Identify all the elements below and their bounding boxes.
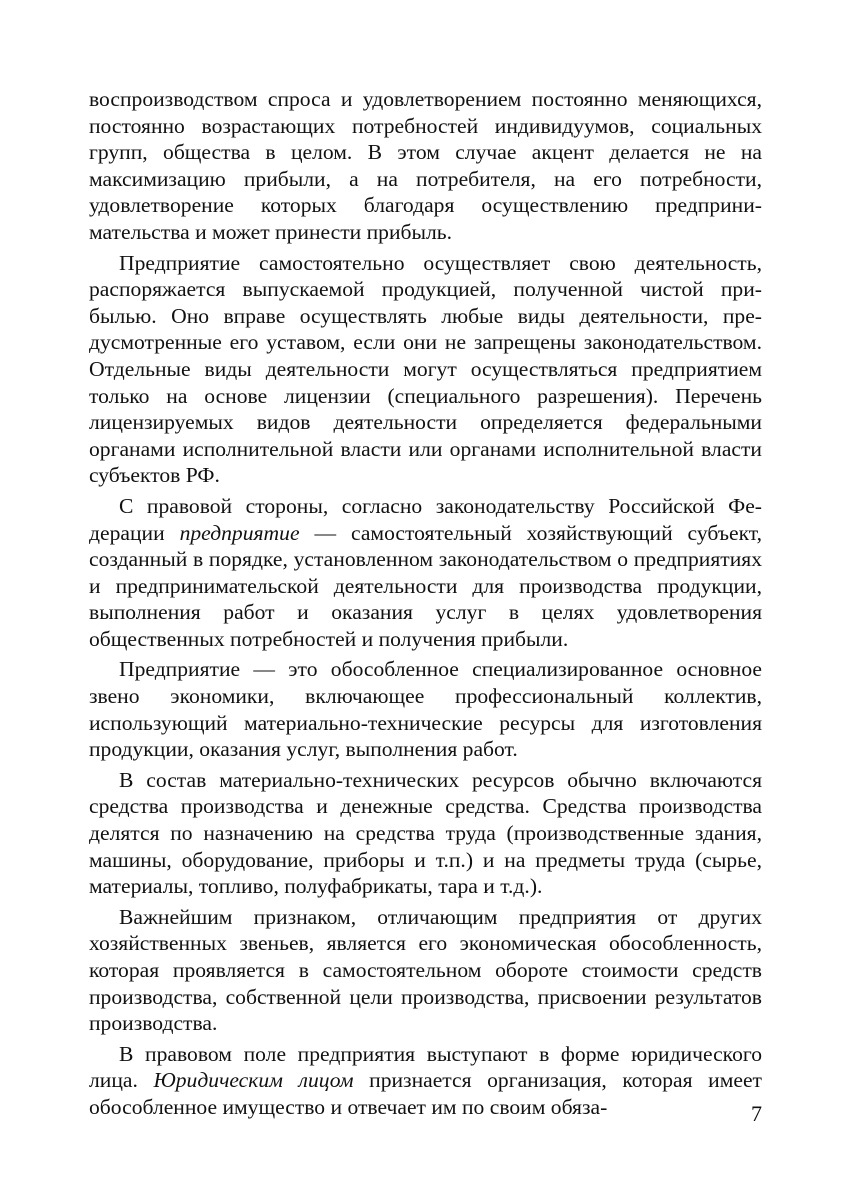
paragraph-7-start: В правовом поле предприятия выступают в форме юридического лица.	[89, 1041, 762, 1093]
term-enterprise: предприятие	[179, 520, 300, 545]
paragraph-3-end: — самостоятельный хозяйствующий субъект, созданный в порядке, установленном законодательством о предприятиях и предпринимательской деятельности для производства продукции, выполнения работ и оказания услуг в целях удовлетворения общественных потребностей и получения прибыли.	[89, 520, 762, 651]
paragraph-7	[89, 1041, 762, 1121]
page-number: 7	[751, 1101, 762, 1126]
paragraph-5: В состав материально-технических ресурсов обычно включаются средства производства и денежные средства. Средства производства делятся по назначению на средства труда (производственные здания, машины, оборудование, приборы и т.п.) и на предметы труда (сырье, материалы, топливо, полуфабрикаты, тара и т.д.).	[89, 767, 762, 899]
paragraph-2: Предприятие самостоятельно осуществляет свою деятельность, распоряжается выпускаемой продукцией, полученной чистой прибылью. Оно вправе осуществлять любые виды деятельности, предусмотренные его уставом, если они не запрещены законодательством. Отдельные виды деятельности могут осуществляться предприятием только на основе лицензии (специального разрешения). Перечень лицензируемых видов деятельности определяется федеральными органами исполнительной власти или органами исполнительной власти субъектов РФ.	[89, 250, 762, 488]
paragraph-4: Предприятие — это обособленное специализированное основное звено экономики, включающее профессиональный коллектив, использующий материально-технические ресурсы для изготовления продукции, оказания услуг, выполнения работ.	[89, 657, 762, 762]
paragraph-3	[89, 493, 762, 653]
page-body	[89, 86, 762, 1125]
paragraph-3-start: С правовой стороны, согласно законодательству Российской Федерации	[89, 493, 762, 545]
paragraph-6: Важнейшим признаком, отличающим предприятия от других хозяйственных звеньев, является его экономическая обособленность, которая проявляется в самостоятельном обороте стоимости средств производства, собственной цели производства, присвоении результатов производства.	[89, 904, 762, 1036]
paragraph-1: воспроизводством спроса и удовлетворением постоянно меняющихся, постоянно возрастающих потребностей индивидуумов, социальных групп, общества в целом. В этом случае акцент делается не на максимизацию прибыли, а на потребителя, на его потребности, удовлетворение которых благодаря осуществлению предпринимательства и может принести прибыль.	[89, 87, 762, 244]
paragraph-7-end: признается организация, которая имеет обособленное имущество и отвечает им по своим обяза-	[89, 1068, 762, 1119]
term-legal-entity: Юридическим лицом	[153, 1068, 354, 1093]
